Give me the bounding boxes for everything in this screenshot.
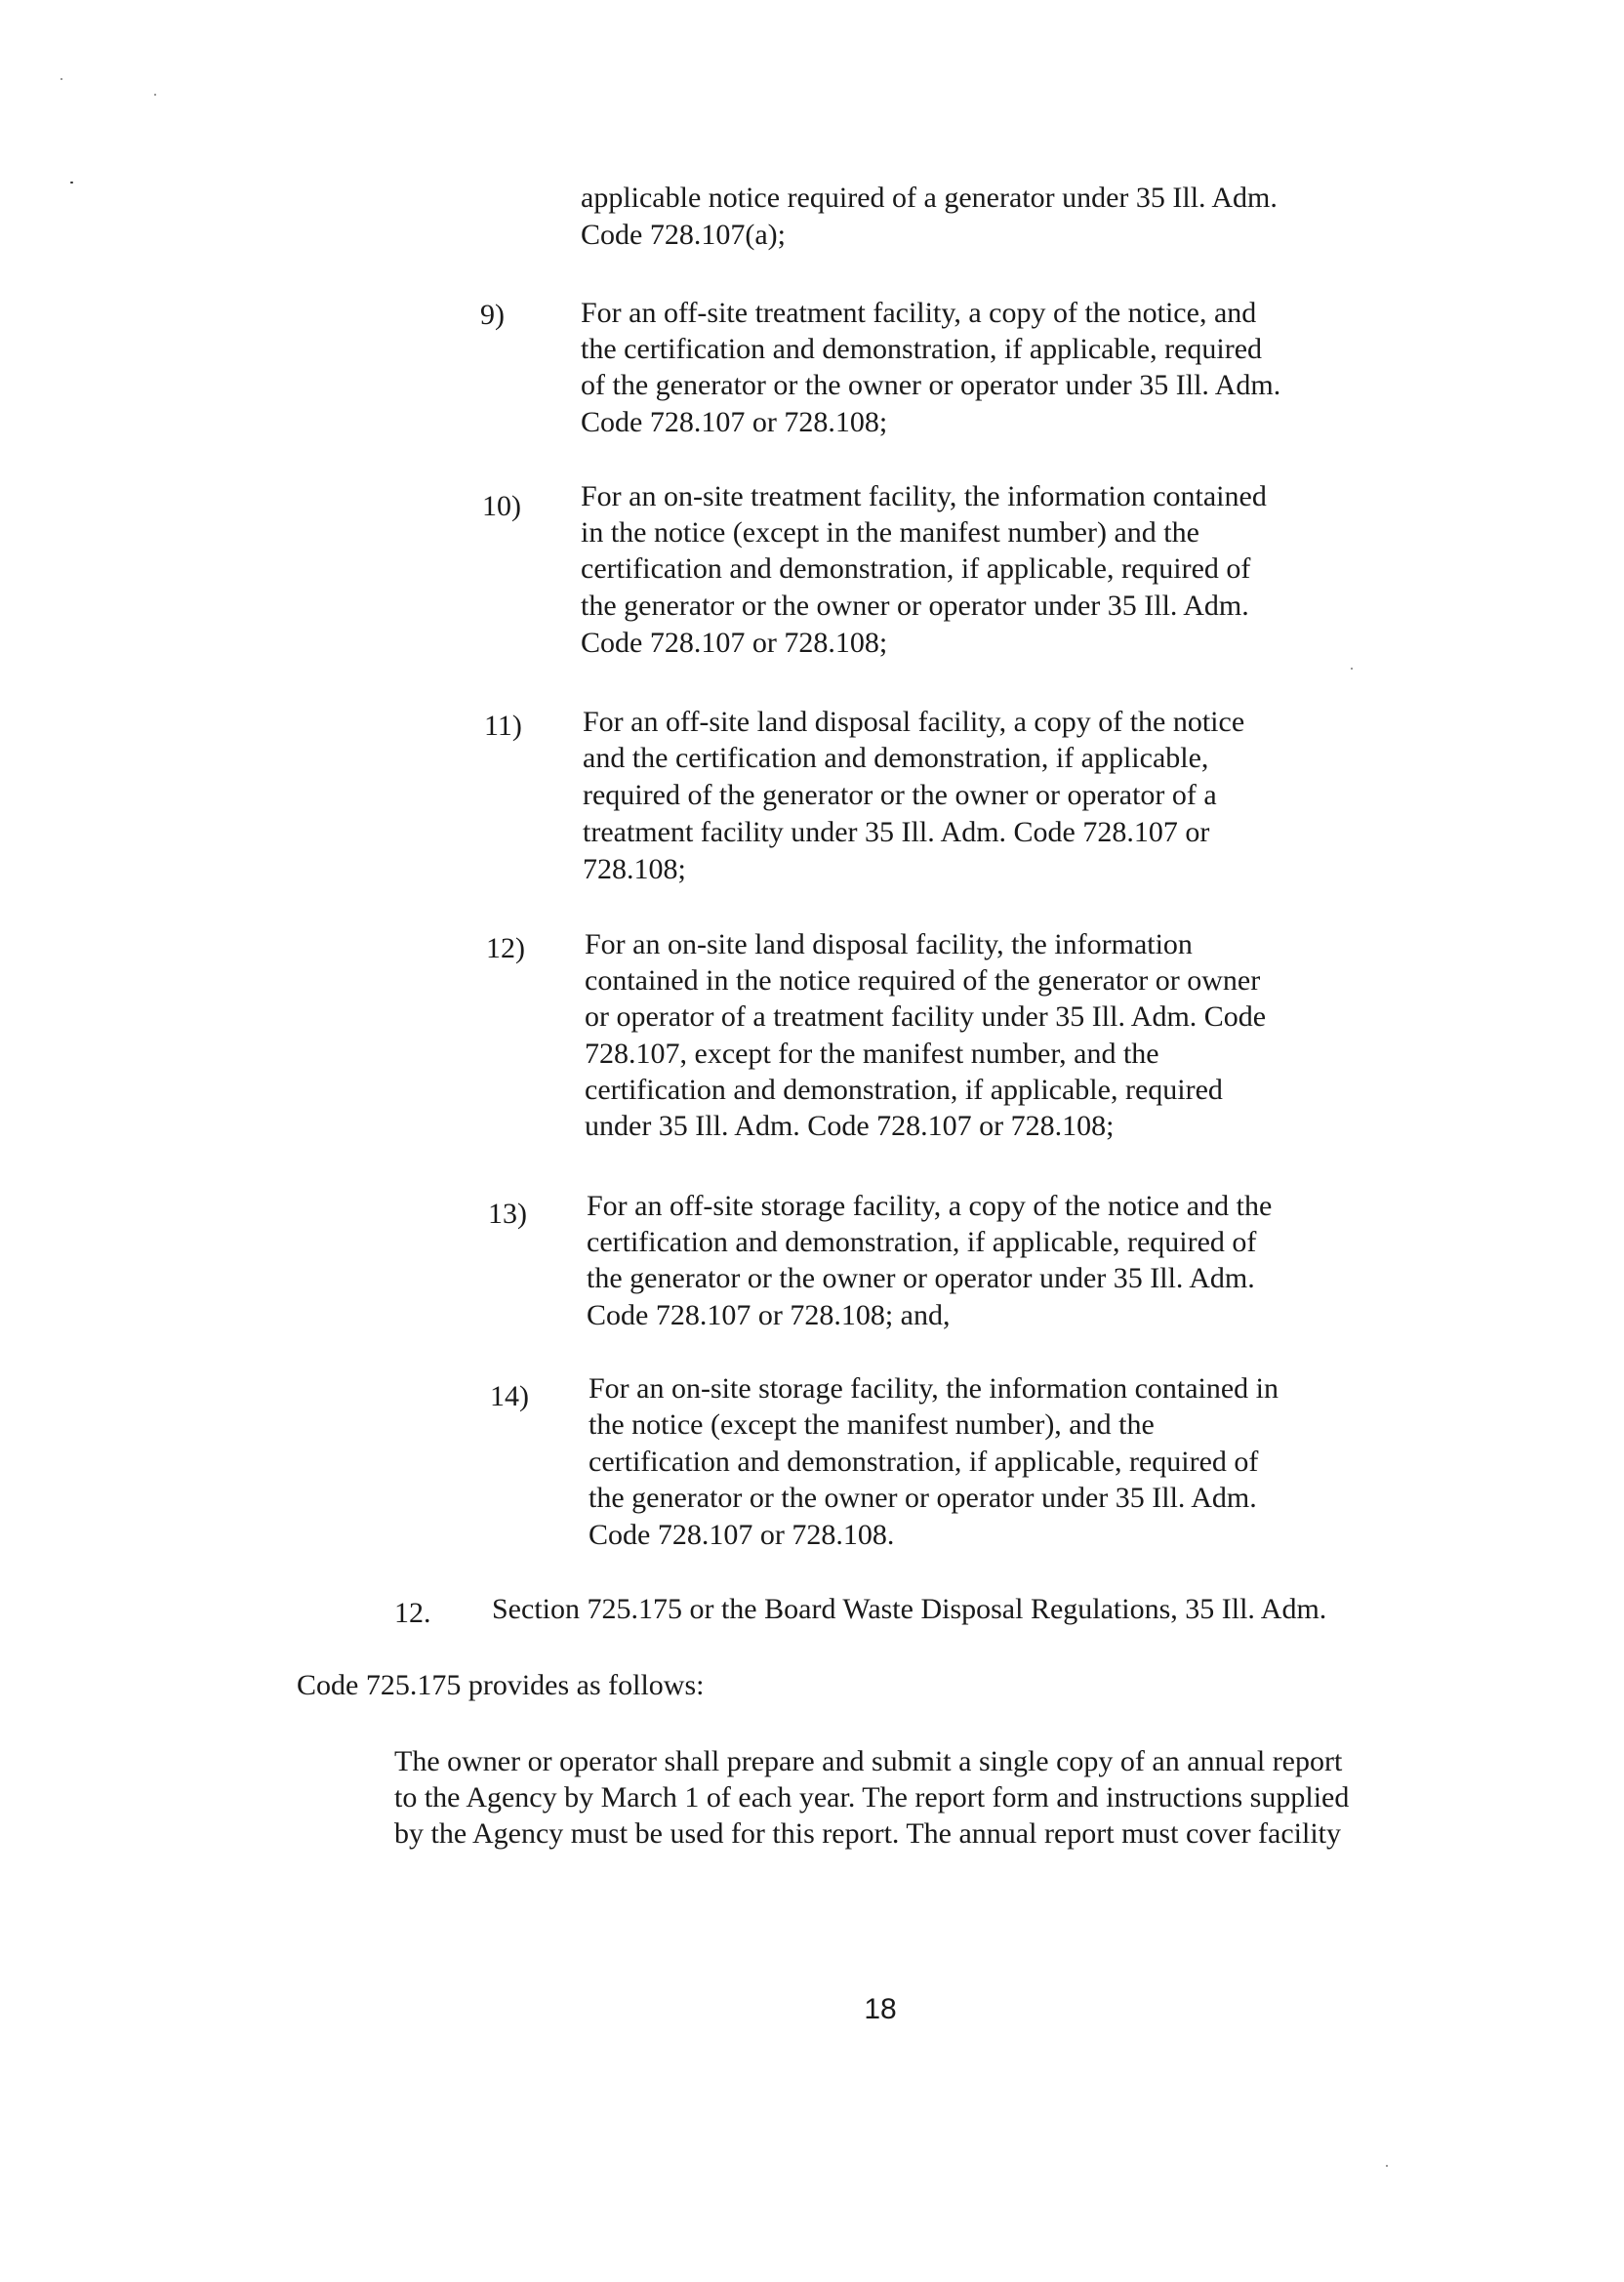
item-line: or operator of a treatment facility under 35 Ill. Adm. Code	[585, 1000, 1267, 1033]
scan-speck	[1351, 668, 1353, 670]
quote-line: to the Agency by March 1 of each year. The report form and instructions supplied	[394, 1781, 1350, 1813]
quote-line: The owner or operator shall prepare and submit a single copy of an annual report	[394, 1745, 1343, 1777]
item-line: For an on-site land disposal facility, the information	[585, 928, 1193, 960]
item-number: 10)	[482, 490, 521, 522]
item-line: the generator or the owner or operator under 35 Ill. Adm.	[589, 1482, 1257, 1514]
section-heading: Section 725.175 or the Board Waste Disposal Regulations, 35 Ill. Adm.	[492, 1593, 1327, 1625]
page-number: 18	[864, 1993, 897, 2025]
item-line: Code 728.107 or 728.108; and,	[587, 1299, 951, 1331]
item-line: Code 728.107 or 728.108;	[581, 406, 888, 438]
scan-speck	[1386, 2165, 1388, 2167]
item-line: contained in the notice required of the generator or owner	[585, 964, 1261, 997]
item-line: the notice (except the manifest number), and the	[589, 1408, 1155, 1441]
item-number: 14)	[490, 1380, 529, 1412]
item-number: 13)	[488, 1198, 527, 1230]
item-line: 728.107, except for the manifest number, and the	[585, 1038, 1159, 1070]
scan-speck	[154, 94, 156, 96]
section-continuation: Code 725.175 provides as follows:	[297, 1669, 705, 1701]
item-line: the generator or the owner or operator under 35 Ill. Adm.	[587, 1262, 1255, 1294]
continuation-line: Code 728.107(a);	[581, 219, 786, 251]
item-line: For an off-site storage facility, a copy of the notice and the	[587, 1190, 1273, 1222]
scan-speck	[70, 182, 73, 183]
item-line: required of the generator or the owner or operator of a	[583, 779, 1217, 811]
scan-speck	[61, 78, 62, 80]
item-line: treatment facility under 35 Ill. Adm. Code 728.107 or	[583, 816, 1210, 848]
item-number: 12)	[486, 932, 525, 964]
item-line: under 35 Ill. Adm. Code 728.107 or 728.108;	[585, 1110, 1115, 1142]
item-line: the certification and demonstration, if applicable, required	[581, 333, 1263, 365]
item-line: the generator or the owner or operator under 35 Ill. Adm.	[581, 590, 1249, 622]
item-line: For an off-site land disposal facility, a copy of the notice	[583, 706, 1245, 738]
item-line: For an on-site storage facility, the information contained in	[589, 1372, 1279, 1405]
item-number: 11)	[484, 710, 522, 742]
item-line: Code 728.107 or 728.108.	[589, 1519, 895, 1551]
item-line: certification and demonstration, if applicable, required of	[589, 1446, 1259, 1478]
item-number: 9)	[480, 299, 505, 331]
item-line: in the notice (except in the manifest number) and the	[581, 516, 1199, 549]
section-number: 12.	[394, 1597, 431, 1629]
item-line: certification and demonstration, if applicable, required of	[581, 552, 1251, 585]
item-line: For an on-site treatment facility, the information contained	[581, 480, 1267, 512]
quote-line: by the Agency must be used for this report. The annual report must cover facility	[394, 1817, 1342, 1850]
item-line: of the generator or the owner or operator under 35 Ill. Adm.	[581, 369, 1281, 401]
continuation-line: applicable notice required of a generator under 35 Ill. Adm.	[581, 182, 1278, 214]
item-line: certification and demonstration, if applicable, required	[585, 1074, 1223, 1106]
item-line: For an off-site treatment facility, a copy of the notice, and	[581, 297, 1257, 329]
item-line: and the certification and demonstration, if applicable,	[583, 742, 1209, 774]
item-line: Code 728.107 or 728.108;	[581, 627, 888, 659]
item-line: certification and demonstration, if applicable, required of	[587, 1226, 1257, 1258]
item-line: 728.108;	[583, 853, 686, 885]
